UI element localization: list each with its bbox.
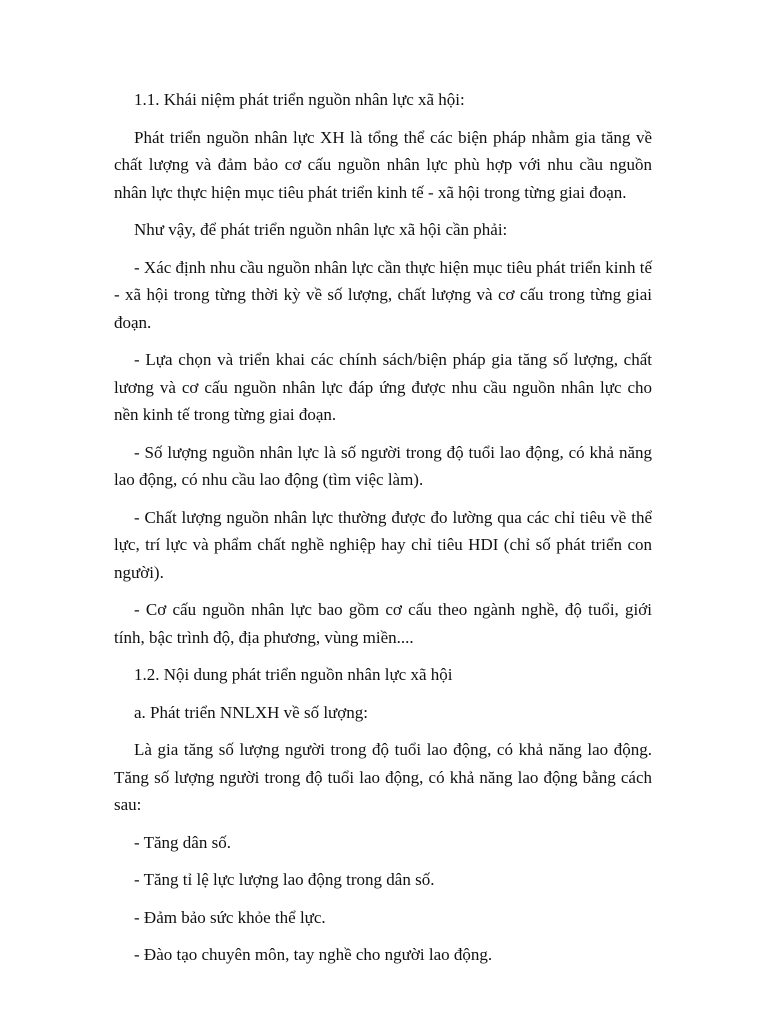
- document-body: [114, 86, 652, 979]
- requirement-intro: Như vậy, để phát triển nguồn nhân lực xã hội cần phải:: [134, 220, 508, 239]
- method-item: - Tăng tỉ lệ lực lượng lao động trong dân số.: [134, 870, 435, 889]
- method-item: - Tăng dân số.: [134, 832, 231, 852]
- subheading-a: a. Phát triển NNLXH về số lượng:: [134, 702, 368, 722]
- requirement-item: - Cơ cấu nguồn nhân lực bao gồm cơ cấu theo ngành nghề, độ tuổi, giới tính, bậc trình độ, địa phương, vùng miền....: [114, 600, 652, 647]
- requirement-item: - Xác định nhu cầu nguồn nhân lực cần thực hiện mục tiêu phát triển kinh tế - xã hội trong từng thời kỳ về số lượng, chất lượng và cơ cấu trong từng giai đoạn.: [114, 257, 652, 332]
- section-heading-1-1: 1.1. Khái niệm phát triển nguồn nhân lực xã hội:: [134, 90, 465, 109]
- method-item: - Đào tạo chuyên môn, tay nghề cho người lao động.: [134, 945, 493, 964]
- method-item: - Đảm bảo sức khỏe thể lực.: [134, 907, 326, 927]
- quantity-paragraph: Là gia tăng số lượng người trong độ tuổi lao động, có khả năng lao động. Tăng số lượng người trong độ tuổi lao động, có khả năng lao động bằng cách sau:: [114, 740, 652, 814]
- requirement-item: - Lựa chọn và triển khai các chính sách/biện pháp gia tăng số lượng, chất lương và cơ cấu nguồn nhân lực đáp ứng được nhu cầu nguồn nhân lực cho nền kinh tế trong từng giai đoạn.: [114, 350, 652, 424]
- requirement-item: - Chất lượng nguồn nhân lực thường được đo lường qua các chỉ tiêu về thể lực, trí lực và phẩm chất nghề nghiệp hay chỉ tiêu HDI (chỉ số phát triển con người).: [114, 507, 652, 582]
- requirement-item: - Số lượng nguồn nhân lực là số người trong độ tuổi lao động, có khả năng lao động, có nhu cầu lao động (tìm việc làm).: [114, 442, 652, 489]
- section-heading-1-2: 1.2. Nội dung phát triển nguồn nhân lực xã hội: [134, 665, 453, 684]
- definition-paragraph: Phát triển nguồn nhân lực XH là tổng thể các biện pháp nhằm gia tăng về chất lượng và đảm bảo cơ cấu nguồn nhân lực phù hợp với nhu cầu nguồn nhân lực thực hiện mục tiêu phát triển kinh tế - xã hội trong từng giai đoạn.: [114, 127, 652, 202]
